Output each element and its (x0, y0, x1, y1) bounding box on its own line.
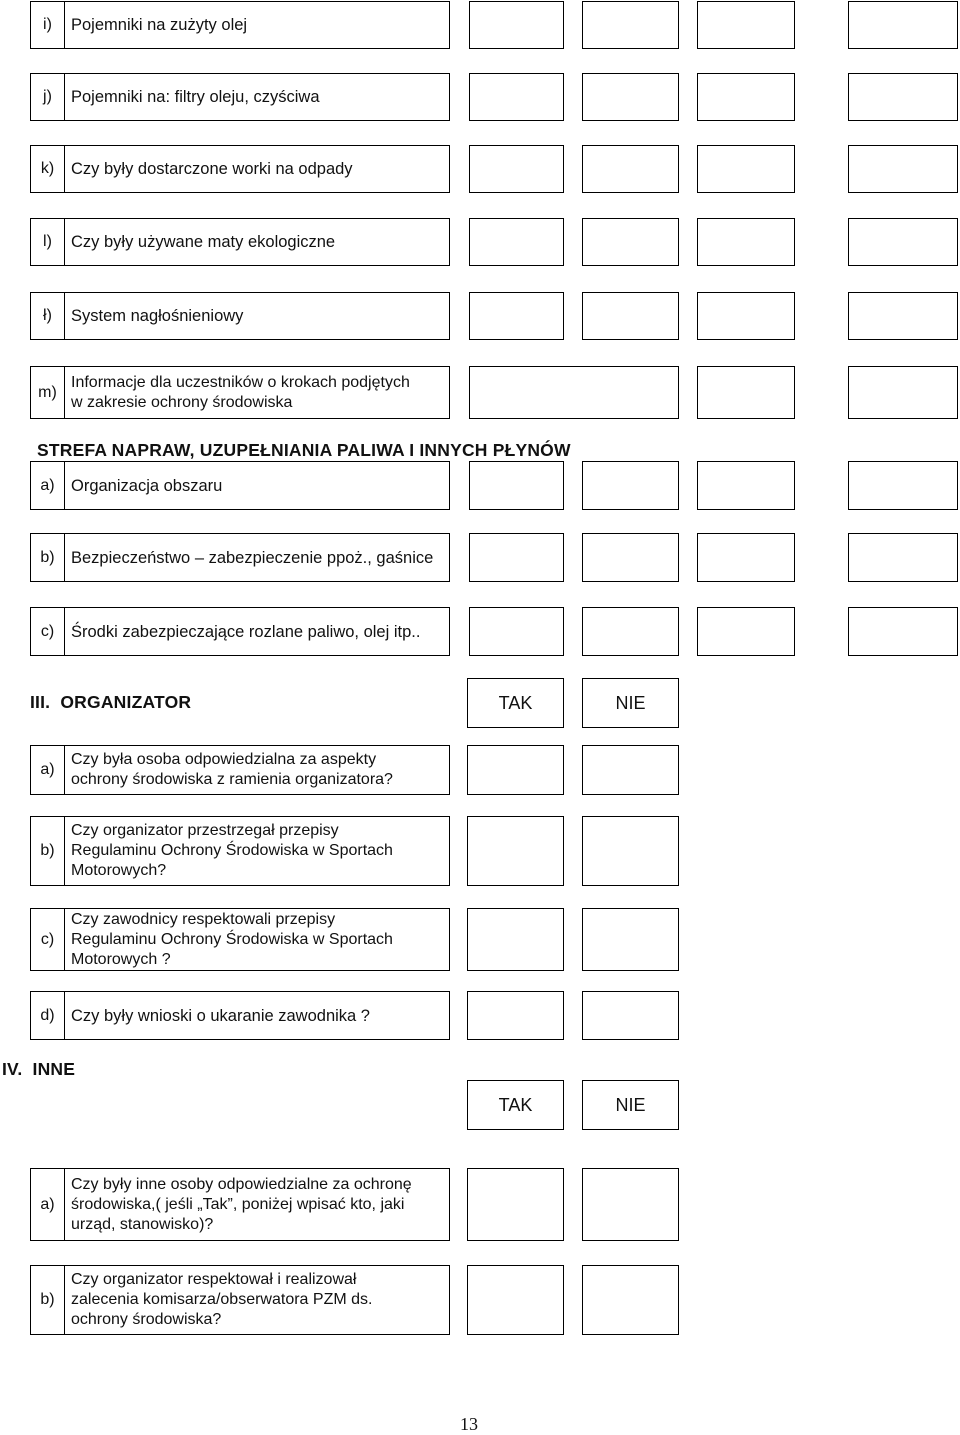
organizer-row-a (30, 745, 450, 795)
row-text: Czy były wnioski o ukaranie zawodnika ? (71, 1006, 370, 1025)
row-label: a) (31, 462, 65, 509)
answer-box[interactable] (469, 533, 564, 582)
row-label: a) (31, 1169, 65, 1240)
row-label: d) (31, 992, 65, 1039)
row-label: b) (31, 817, 65, 885)
checklist-row-m (30, 366, 450, 419)
row-text: Środki zabezpieczające rozlane paliwo, olej itp.. (71, 622, 421, 641)
row-text: Bezpieczeństwo – zabezpieczenie ppoż., gaśnice (71, 548, 434, 567)
row-label: ł) (31, 293, 65, 339)
organizer-row-d (30, 991, 450, 1040)
row-text: Pojemniki na: filtry oleju, czyściwa (71, 88, 320, 106)
nie-answer-box[interactable] (582, 1265, 679, 1335)
answer-box[interactable] (469, 73, 564, 121)
answer-box[interactable] (697, 292, 795, 340)
row-label: a) (31, 746, 65, 794)
nie-header: NIE (582, 1080, 679, 1130)
answer-box[interactable] (582, 218, 679, 266)
answer-box[interactable] (469, 1, 564, 49)
strefa-heading: STREFA NAPRAW, UZUPEŁNIANIA PALIWA I INNYCH PŁYNÓW (37, 440, 571, 460)
answer-box[interactable] (469, 607, 564, 656)
nie-answer-box[interactable] (582, 908, 679, 971)
answer-box[interactable] (582, 292, 679, 340)
answer-box[interactable] (848, 533, 958, 582)
row-label: b) (31, 534, 65, 581)
nie-header: NIE (582, 678, 679, 728)
other-row-b (30, 1265, 450, 1335)
answer-box[interactable] (697, 73, 795, 121)
answer-box[interactable] (582, 1, 679, 49)
answer-box[interactable] (469, 461, 564, 510)
row-text: Informacje dla uczestników o krokach podjętych w zakresie ochrony środowiska (71, 373, 410, 411)
row-text: Czy zawodnicy respektowali przepisy Regulaminu Ochrony Środowiska w Sportach Motorowych ? (71, 910, 393, 968)
answer-box[interactable] (848, 607, 958, 656)
row-text: Czy były używane maty ekologiczne (71, 233, 336, 251)
organizer-row-c (30, 908, 450, 971)
strefa-row-c (30, 607, 450, 656)
row-text: Czy była osoba odpowiedzialna za aspekty ochrony środowiska z ramienia organizatora? (71, 751, 393, 788)
answer-box[interactable] (469, 366, 679, 419)
answer-box[interactable] (469, 145, 564, 193)
strefa-row-b (30, 533, 450, 582)
row-text: System nagłośnieniowy (71, 307, 244, 325)
answer-box[interactable] (848, 218, 958, 266)
row-text: Pojemniki na zużyty olej (71, 16, 248, 34)
nie-answer-box[interactable] (582, 745, 679, 795)
row-text: Czy były dostarczone worki na odpady (71, 160, 353, 178)
answer-box[interactable] (697, 533, 795, 582)
answer-box[interactable] (848, 73, 958, 121)
tak-answer-box[interactable] (467, 908, 564, 971)
tak-answer-box[interactable] (467, 816, 564, 886)
answer-box[interactable] (582, 607, 679, 656)
answer-box[interactable] (848, 1, 958, 49)
checklist-row-k (30, 145, 450, 193)
organizer-row-b (30, 816, 450, 886)
answer-box[interactable] (582, 73, 679, 121)
answer-box[interactable] (848, 292, 958, 340)
tak-header: TAK (467, 1080, 564, 1130)
section-iii-heading: III. ORGANIZATOR (30, 692, 192, 712)
row-label: c) (31, 909, 65, 970)
row-text: Czy organizator respektował i realizował zalecenia komisarza/obserwatora PZM ds. ochrony środowiska? (71, 1271, 373, 1328)
row-label: c) (31, 608, 65, 655)
answer-box[interactable] (697, 607, 795, 656)
answer-box[interactable] (697, 218, 795, 266)
answer-box[interactable] (697, 145, 795, 193)
page-number: 13 (460, 1414, 478, 1434)
answer-box[interactable] (469, 292, 564, 340)
tak-answer-box[interactable] (467, 1168, 564, 1241)
other-row-a (30, 1168, 450, 1241)
nie-answer-box[interactable] (582, 816, 679, 886)
tak-answer-box[interactable] (467, 1265, 564, 1335)
answer-box[interactable] (697, 461, 795, 510)
row-label: b) (31, 1266, 65, 1334)
row-label: l) (31, 219, 65, 265)
row-text: Czy były inne osoby odpowiedzialne za ochronę środowiska,( jeśli „Tak”, poniżej wpisać kto, jaki urząd, stanowisko)? (71, 1175, 412, 1233)
answer-box[interactable] (582, 533, 679, 582)
strefa-row-a (30, 461, 450, 510)
answer-box[interactable] (697, 1, 795, 49)
answer-box[interactable] (582, 461, 679, 510)
answer-box[interactable] (848, 145, 958, 193)
tak-answer-box[interactable] (467, 991, 564, 1040)
checklist-row-l (30, 218, 450, 266)
answer-box[interactable] (848, 366, 958, 419)
row-label: m) (31, 367, 65, 418)
nie-answer-box[interactable] (582, 991, 679, 1040)
tak-answer-box[interactable] (467, 745, 564, 795)
nie-answer-box[interactable] (582, 1168, 679, 1241)
row-label: k) (31, 146, 65, 192)
checklist-row-j (30, 73, 450, 121)
answer-box[interactable] (848, 461, 958, 510)
answer-box[interactable] (469, 218, 564, 266)
answer-box[interactable] (582, 145, 679, 193)
row-label: i) (31, 2, 65, 48)
row-label: j) (31, 74, 65, 120)
checklist-row-l-stroke (30, 292, 450, 340)
row-text: Czy organizator przestrzegał przepisy Regulaminu Ochrony Środowiska w Sportach Motorowych? (71, 822, 393, 879)
tak-header: TAK (467, 678, 564, 728)
row-text: Organizacja obszaru (71, 476, 223, 495)
answer-box[interactable] (697, 366, 795, 419)
section-iv-heading: IV. INNE (2, 1059, 76, 1079)
checklist-row-i (30, 1, 450, 49)
